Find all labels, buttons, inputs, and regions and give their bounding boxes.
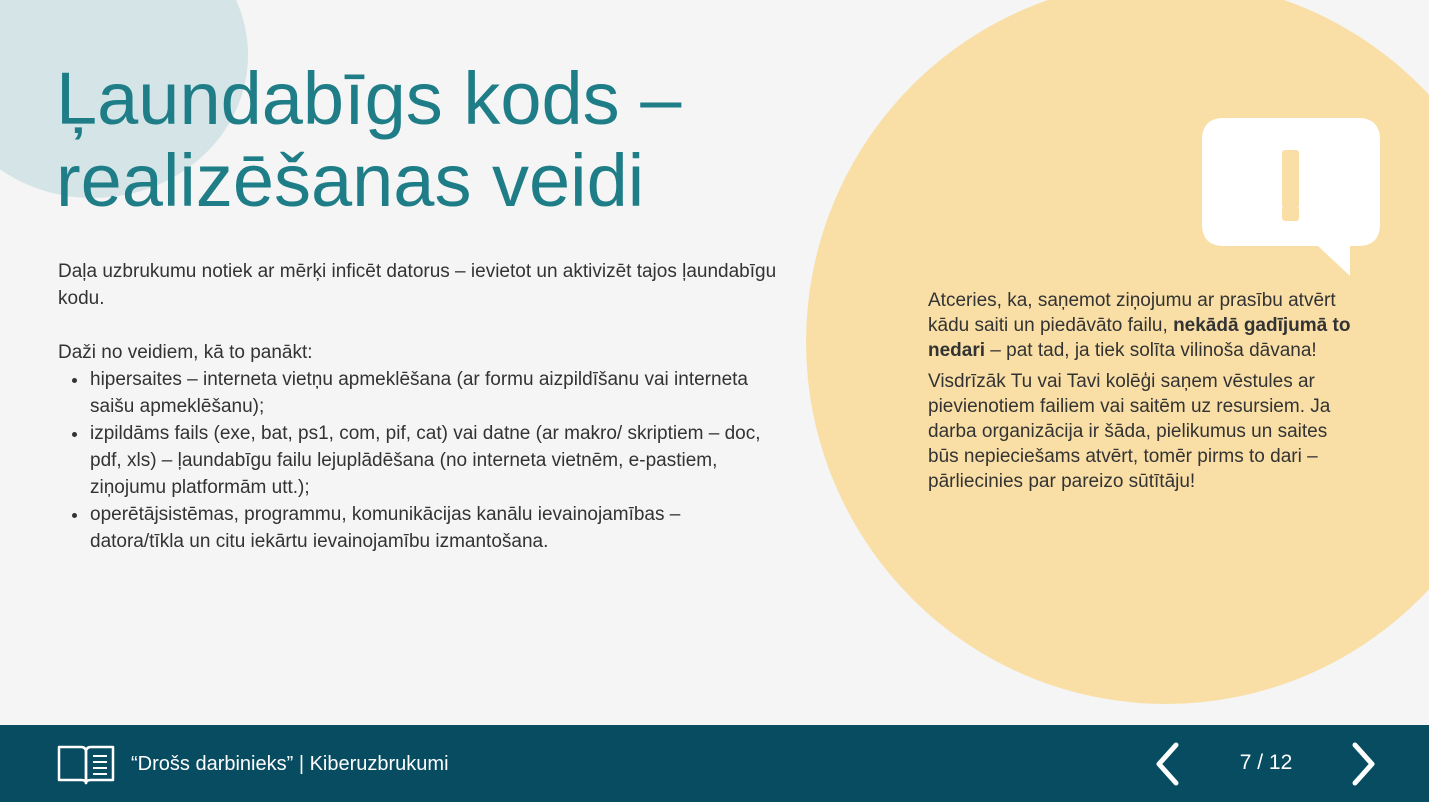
open-book-icon	[57, 743, 115, 785]
previous-slide-button[interactable]	[1149, 739, 1189, 789]
slide-title: Ļaundabīgs kods – realizēšanas veidi	[56, 57, 682, 222]
chevron-left-icon	[1149, 739, 1189, 789]
intro-paragraph: Daļa uzbrukumu notiek ar mērķi inficēt datorus – ievietot un aktivizēt tajos ļaundabīgu kodu.	[58, 261, 777, 309]
list-item: • hipersaites – interneta vietņu apmeklēšana (ar formu aizpildīšanu vai interneta saišu apmeklēšanu);	[89, 366, 778, 420]
chevron-right-icon	[1342, 739, 1382, 789]
footer-bar	[0, 725, 1429, 802]
next-slide-button[interactable]	[1342, 739, 1382, 789]
exclamation-speech-bubble-icon	[1202, 118, 1380, 278]
callout-paragraph-2: Visdrīzāk Tu vai Tavi kolēģi saņem vēstules ar pievienotiem failiem vai saitēm uz resursiem. Ja darba organizācija ir šāda, pielikumus un saites būs nepieciešams atvērt, tomēr pirms to dari – pārliecinies par pareizo sūtītāju!	[928, 371, 1331, 492]
list-item: • izpildāms fails (exe, bat, ps1, com, pif, cat) vai datne (ar makro/ skriptiem – doc, pdf, xls) – ļaundabīgu failu lejuplādēšana (no interneta vietnēm, e-pastiem, ziņojumu platformām utt.);	[89, 420, 778, 501]
list-item: • operētājsistēmas, programmu, komunikācijas kanālu ievainojamības – datora/tīkla un citu iekārtu ievainojamību izmantošana.	[89, 501, 778, 555]
body-text	[58, 258, 778, 555]
page-counter: 7 / 12	[1239, 751, 1293, 774]
callout-paragraph-1: Atceries, ka, saņemot ziņojumu ar prasību atvērt kādu saiti un piedāvāto failu, nekādā gadījumā to nedari – pat tad, ja tiek solīta vilinoša dāvana!	[928, 290, 1351, 361]
methods-list	[58, 366, 778, 555]
course-title: “Drošs darbinieks” | Kiberuzbrukumi	[131, 753, 449, 775]
list-heading: Daži no veidiem, kā to panākt:	[58, 342, 313, 363]
warning-callout	[928, 288, 1358, 500]
